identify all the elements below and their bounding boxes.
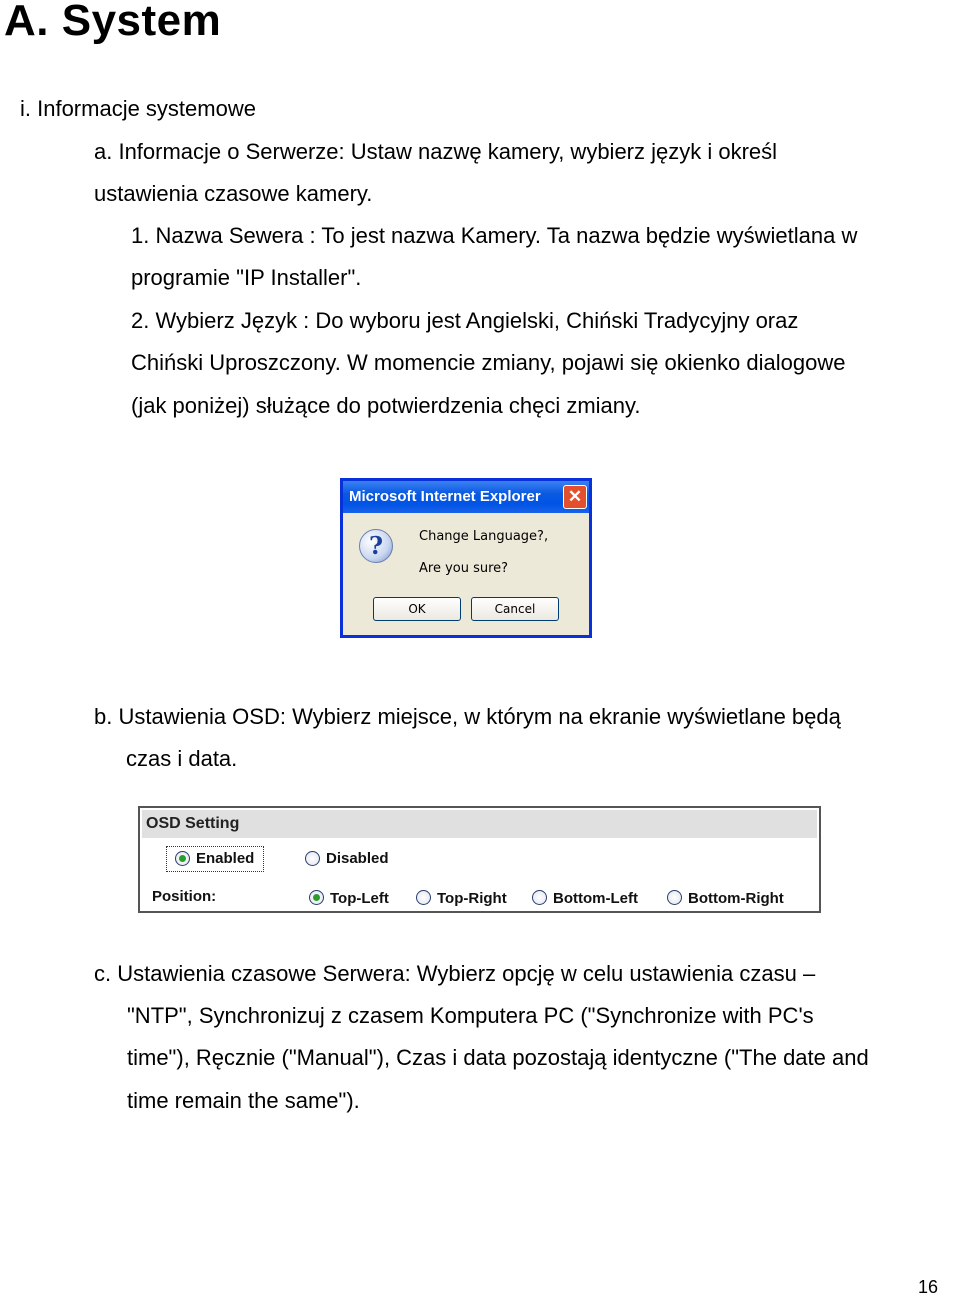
item-c-line2: "NTP", Synchronizuj z czasem Komputera PC ("Synchronize with PC's: [127, 1003, 814, 1028]
confirm-dialog: [340, 478, 592, 638]
bottom-right-label: Bottom-Right: [688, 890, 784, 907]
bottom-left-label: Bottom-Left: [553, 890, 638, 907]
top-left-label: Top-Left: [330, 890, 389, 907]
dialog-title: Microsoft Internet Explorer: [349, 488, 541, 505]
position-label: Position:: [152, 888, 217, 905]
item-c-line1: c. Ustawienia czasowe Serwera: Wybierz opcję w celu ustawienia czasu –: [94, 961, 816, 986]
item-c-line4: time remain the same").: [127, 1088, 360, 1113]
top-right-label: Top-Right: [437, 890, 507, 907]
top-right-radio[interactable]: [416, 890, 431, 905]
close-icon[interactable]: ✕: [563, 485, 587, 509]
item-1-line2: programie "IP Installer".: [131, 265, 362, 290]
section-title: i. Informacje systemowe: [20, 96, 256, 121]
disabled-label: Disabled: [326, 850, 389, 867]
dialog-message-2: Are you sure?: [419, 561, 509, 576]
ok-button[interactable]: OK: [373, 597, 461, 621]
item-b-line2: czas i data.: [126, 746, 238, 771]
enabled-radio[interactable]: [175, 851, 190, 866]
page-number: 16: [918, 1277, 939, 1297]
top-left-radio[interactable]: [309, 890, 324, 905]
dialog-title-bar: [343, 481, 589, 513]
page-heading: A. System: [4, 0, 222, 45]
item-1-line1: 1. Nazwa Sewera : To jest nazwa Kamery. Ta nazwa będzie wyświetlana w: [131, 223, 858, 248]
item-a-line2: ustawienia czasowe kamery.: [94, 181, 373, 206]
osd-setting-panel: [138, 806, 821, 913]
item-a-line1: a. Informacje o Serwerze: Ustaw nazwę kamery, wybierz język i określ: [94, 139, 778, 164]
enabled-label: Enabled: [196, 850, 255, 867]
cancel-button[interactable]: Cancel: [471, 597, 559, 621]
item-2-line3: (jak poniżej) służące do potwierdzenia chęci zmiany.: [131, 393, 641, 418]
bottom-right-radio[interactable]: [667, 890, 682, 905]
item-2-line2: Chiński Uproszczony. W momencie zmiany, pojawi się okienko dialogowe: [131, 350, 846, 375]
bottom-left-radio[interactable]: [532, 890, 547, 905]
question-icon: ?: [359, 529, 393, 563]
disabled-radio[interactable]: [305, 851, 320, 866]
item-2-line1: 2. Wybierz Język : Do wyboru jest Angielski, Chiński Tradycyjny oraz: [131, 308, 799, 333]
item-b-line1: b. Ustawienia OSD: Wybierz miejsce, w którym na ekranie wyświetlane będą: [94, 704, 841, 729]
dialog-message-1: Change Language?,: [419, 529, 549, 544]
osd-title: OSD Setting: [142, 810, 817, 838]
item-c-line3: time"), Ręcznie ("Manual"), Czas i data pozostają identyczne ("The date and: [127, 1045, 869, 1070]
